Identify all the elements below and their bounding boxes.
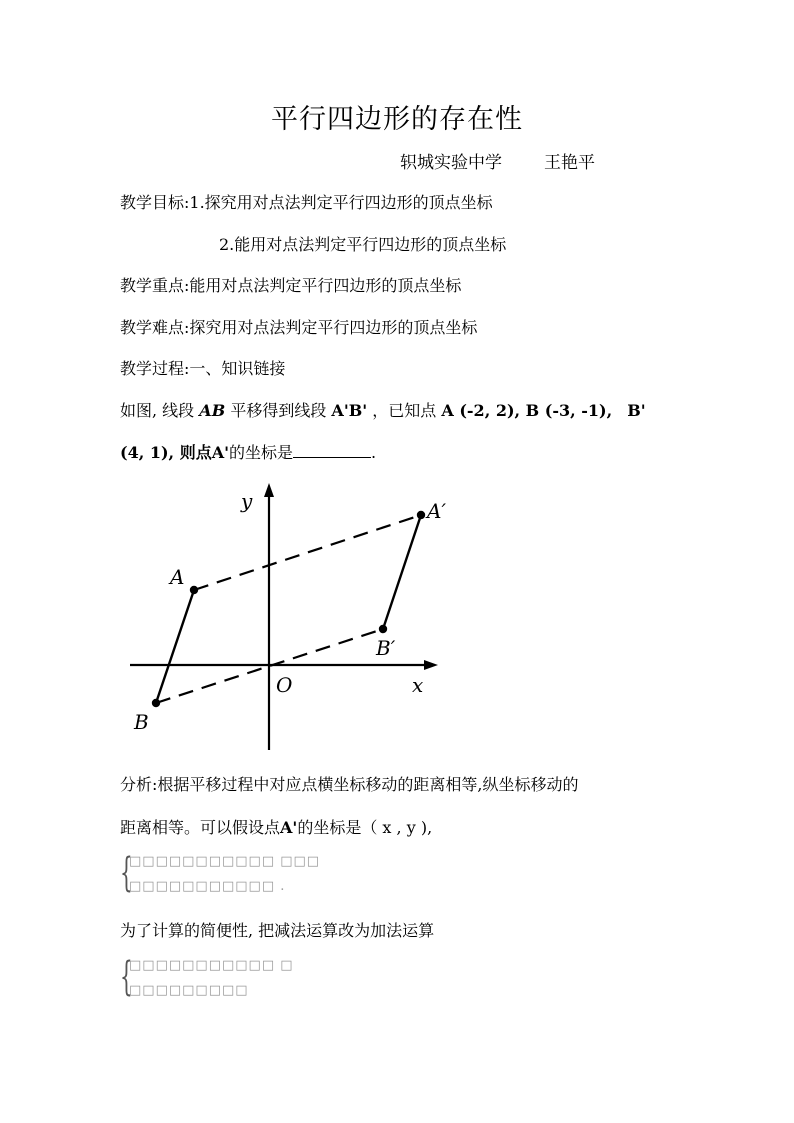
equation-row-1: □□□□□□□□□□□ □ [129,958,294,973]
point-b-dot [152,699,160,707]
problem-line-2 [120,440,376,463]
brace-icon: { [120,850,133,896]
point-ap-label: A′ [427,499,446,523]
point-bp-label: B′ [376,636,396,660]
author-line [400,148,595,173]
problem-text: 的坐标是 [229,443,294,462]
point-ap: A' [280,818,298,837]
key-point-text: 能用对点法判定平行四边形的顶点坐标 [189,276,462,295]
goal-label: 教学目标: [120,193,190,212]
problem-text: ，已知点 [372,401,437,420]
author-name: 王艳平 [544,153,595,173]
analysis-text: 距离相等。可以假设点 [120,818,281,837]
teaching-process [120,356,285,379]
teaching-difficulty [120,315,477,338]
x-axis-label: x [412,673,424,697]
goal-item-1: 1.探究用对点法判定平行四边形的顶点坐标 [189,193,493,212]
analysis-line-2 [120,815,432,838]
point-a-label: A [170,565,185,589]
equation-row-2: □□□□□□□□□ [129,983,249,998]
brace-icon: { [120,954,133,1000]
key-point-label: 教学重点: [120,276,190,295]
problem-text: 平移得到线段 [230,401,327,420]
difficulty-text: 探究用对点法判定平行四边形的顶点坐标 [189,318,478,337]
point-a-dot [190,586,198,594]
point-bp-coords: (4, 1), 则点 [120,443,212,462]
process-text: 一、知识链接 [189,359,286,378]
segment-ab-line [156,590,194,703]
segment-apbp-line [383,515,421,629]
x-axis-arrow-icon [424,660,438,670]
problem-text: 如图, 线段 [120,401,195,420]
segment-apbp: A'B' [331,401,368,420]
point-ap-dot [417,511,425,519]
problem-end: . [371,443,377,462]
equation-row-1: □□□□□□□□□□□ □□□ [129,854,321,869]
origin-label: O [276,673,293,697]
simplification-note: 为了计算的简便性, 把减法运算改为加法运算 [120,921,435,940]
process-label: 教学过程: [120,359,190,378]
analysis-text: 的坐标是（ x , y ), [297,818,433,837]
problem-line-1 [120,398,646,421]
dashed-line-a-ap [194,515,421,590]
translation-figure [122,478,452,754]
analysis-line-1: 分析:根据平移过程中对应点横坐标移动的距离相等,纵坐标移动的 [120,775,579,794]
difficulty-label: 教学难点: [120,318,190,337]
point-coords: A (-2, 2), B (-3, -1), [441,401,613,420]
y-axis-label: y [241,489,253,513]
point-bp-dot [379,625,387,633]
equation-row-2: □□□□□□□□□□□ . [129,879,286,894]
point-ap: A' [211,443,230,462]
teaching-key-point [120,273,461,296]
point-b-label: B [134,710,149,734]
goal-item-2: 2.能用对点法判定平行四边形的顶点坐标 [219,235,507,254]
equation-system-1 [120,852,420,896]
point-bp: B' [627,401,646,420]
equation-system-2 [120,956,420,1000]
segment-ab: AB [199,401,226,420]
answer-blank [293,443,371,458]
y-axis-arrow-icon [264,483,274,497]
teaching-goal-1 [120,190,493,213]
page-title: 平行四边形的存在性 [271,104,523,135]
author-school: 轵城实验中学 [400,153,502,173]
